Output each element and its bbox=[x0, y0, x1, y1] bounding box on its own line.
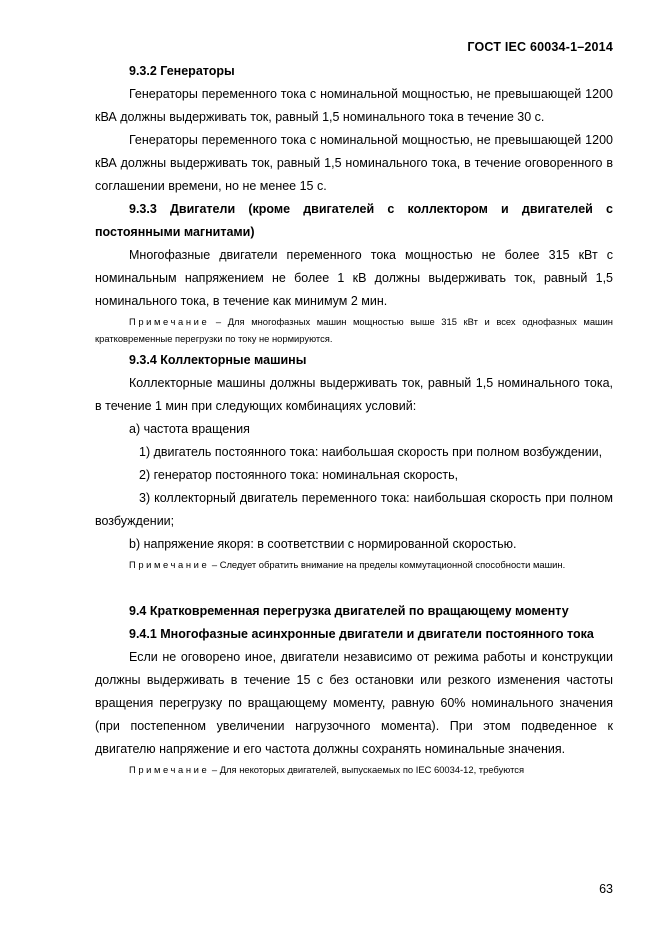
section-9-4-1-note bbox=[95, 761, 613, 778]
standard-header: ГОСТ IEC 60034-1–2014 bbox=[467, 40, 613, 54]
condition-a: а) частота вращения bbox=[129, 422, 250, 436]
section-9-4-1-title: 9.4.1 Многофазные асинхронные двигатели и двигатели постоянного тока bbox=[129, 627, 594, 641]
note-label: Примечание bbox=[129, 559, 210, 570]
section-9-3-4-paragraph-1: Коллекторные машины должны выдерживать ток, равный 1,5 номинального тока, в течение 1 мин при следующих комбинациях условий: bbox=[95, 376, 613, 413]
section-9-3-3-note bbox=[95, 313, 613, 347]
section-9-4-1-paragraph-1: Если не оговорено иное, двигатели независимо от режима работы и конструкции должны выдерживать в течение 15 с без остановки или резкого изменения частоты вращения перегрузку по вращающему моменту, равную 60% номинального значения (при постепенном увеличении нагрузочного момента). При этом подведенное к двигателю напряжение и его частота должны сохранять номинальные значения. bbox=[95, 650, 613, 756]
section-9-3-2-title: 9.3.2 Генераторы bbox=[129, 64, 235, 78]
section-9-3-2-paragraph-2: Генераторы переменного тока с номинальной мощностью, не превышающей 1200 кВА должны выдерживать ток, равный 1,5 номинального тока, в течение оговоренного в соглашении времени, но не менее 15 с. bbox=[95, 133, 613, 193]
section-9-4-title: 9.4 Кратковременная перегрузка двигателей по вращающему моменту bbox=[129, 604, 569, 618]
page-content bbox=[95, 60, 613, 780]
section-9-3-4-note bbox=[95, 556, 613, 573]
condition-b: b) напряжение якоря: в соответствии с нормированной скоростью. bbox=[129, 537, 517, 551]
condition-a-2: 2) генератор постоянного тока: номинальная скорость, bbox=[139, 468, 459, 482]
note-text: – Для некоторых двигателей, выпускаемых по IEC 60034-12, требуются bbox=[209, 764, 525, 775]
section-gap bbox=[95, 575, 613, 600]
condition-a-3: 3) коллекторный двигатель переменного тока: наибольшая скорость при полном возбуждении; bbox=[95, 491, 613, 528]
condition-a-1: 1) двигатель постоянного тока: наибольшая скорость при полном возбуждении, bbox=[139, 445, 603, 459]
page-number: 63 bbox=[599, 882, 613, 896]
section-9-3-3-title: 9.3.3 Двигатели (кроме двигателей с коллектором и двигателей с постоянными магнитами) bbox=[95, 202, 613, 239]
note-text: – Следует обратить внимание на пределы коммутационной способности машин. bbox=[209, 559, 566, 570]
section-9-3-2-paragraph-1: Генераторы переменного тока с номинальной мощностью, не превышающей 1200 кВА должны выдерживать ток, равный 1,5 номинального тока в течение 30 с. bbox=[95, 87, 613, 124]
note-label: Примечание bbox=[129, 316, 210, 327]
section-9-3-3-paragraph-1: Многофазные двигатели переменного тока мощностью не более 315 кВт с номинальным напряжением не более 1 кВ должны выдерживать ток, равный 1,5 номинального тока, в течение как минимум 2 мин. bbox=[95, 248, 613, 308]
note-label: Примечание bbox=[129, 764, 210, 775]
section-9-3-4-title: 9.3.4 Коллекторные машины bbox=[129, 353, 307, 367]
note-text: – Для многофазных машин мощностью выше 315 кВт и всех однофазных машин кратковременные перегрузки по току не нормируются. bbox=[95, 316, 613, 344]
